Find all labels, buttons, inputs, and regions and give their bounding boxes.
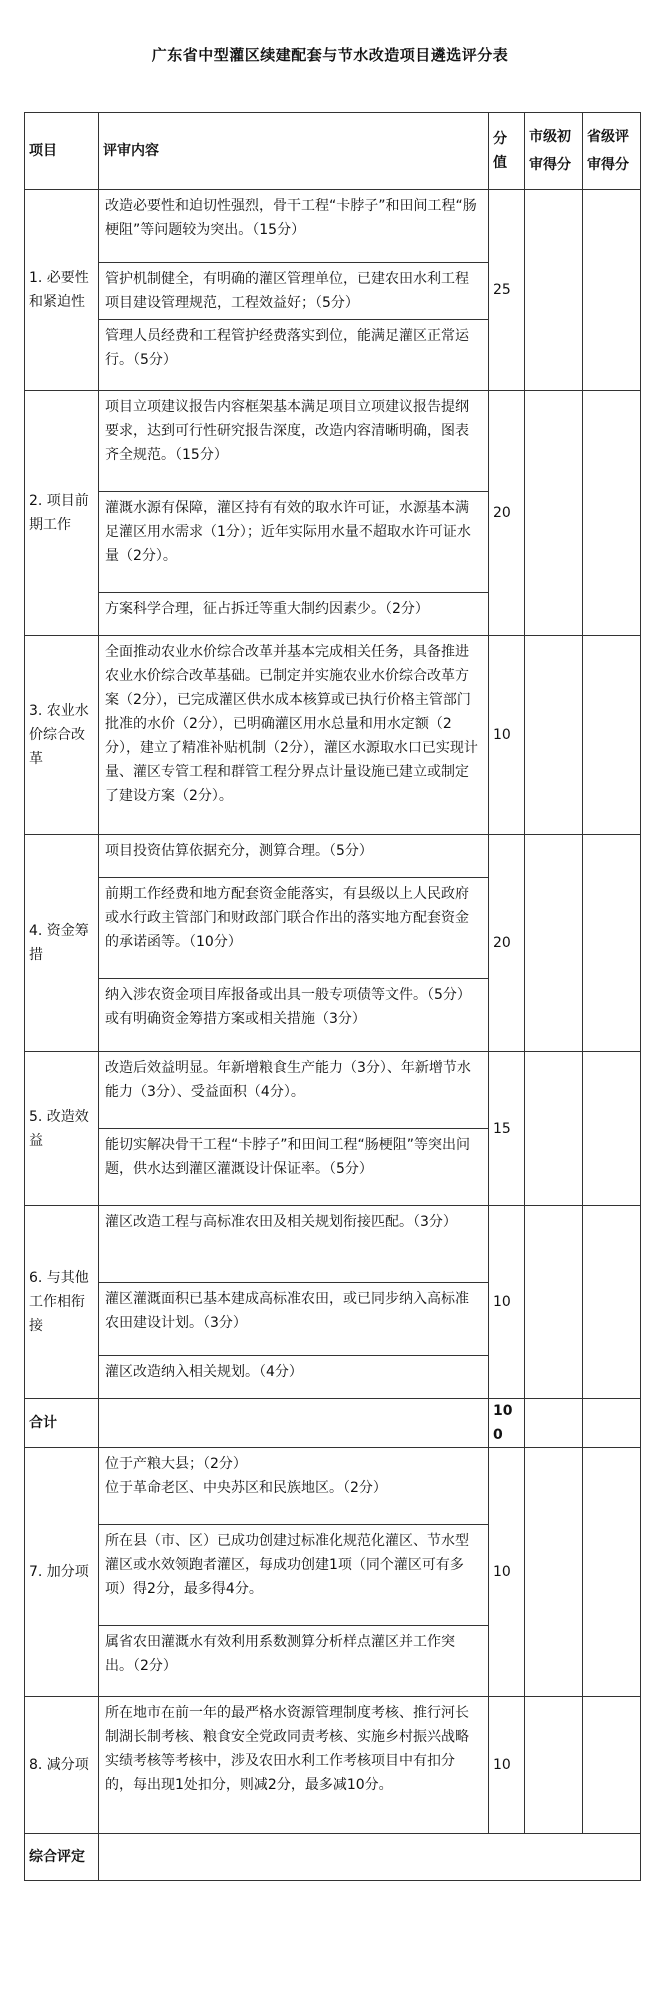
city-score-cell[interactable] [525, 636, 583, 835]
bonus-criterion-b: 位于革命老区、中央苏区和民族地区。（2分） [105, 1480, 387, 1496]
province-score-cell[interactable] [583, 636, 641, 835]
criterion-text: 纳入涉农资金项目库报备或出具一般专项债等文件。（5分）或有明确资金筹措方案或相关措施（3分） [99, 979, 489, 1052]
criterion-text: 灌区改造工程与高标准农田及相关规划衔接匹配。（3分） [99, 1206, 489, 1283]
page-title: 广东省中型灌区续建配套与节水改造项目遴选评分表 [151, 46, 509, 64]
province-score-cell[interactable] [583, 1399, 641, 1448]
province-score-cell[interactable] [583, 190, 641, 391]
final-label: 综合评定 [25, 1834, 99, 1881]
final-value-cell[interactable] [99, 1834, 641, 1881]
province-score-cell[interactable] [583, 1052, 641, 1206]
section-name: 4. 资金筹措 [25, 835, 99, 1052]
header-content: 评审内容 [99, 113, 489, 190]
section-name: 5. 改造效益 [25, 1052, 99, 1206]
section-name: 7. 加分项 [25, 1448, 99, 1697]
province-score-cell[interactable] [583, 835, 641, 1052]
section-score: 20 [489, 835, 525, 1052]
section-score: 25 [489, 190, 525, 391]
table-row [25, 835, 641, 878]
table-row [25, 636, 641, 835]
province-score-cell[interactable] [583, 1697, 641, 1834]
total-label: 合计 [25, 1399, 99, 1448]
city-score-cell[interactable] [525, 391, 583, 636]
section-score: 10 [489, 1697, 525, 1834]
city-score-cell[interactable] [525, 1448, 583, 1697]
section-score: 10 [489, 1206, 525, 1399]
table-row [25, 1697, 641, 1834]
section-score: 15 [489, 1052, 525, 1206]
city-score-cell[interactable] [525, 1399, 583, 1448]
section-score: 10 [489, 636, 525, 835]
criterion-text: 灌区灌溉面积已基本建成高标准农田，或已同步纳入高标准农田建设计划。（3分） [99, 1283, 489, 1356]
header-province-score: 省级评审得分 [583, 113, 641, 190]
table-row [25, 190, 641, 263]
header-row [25, 113, 641, 190]
criterion-text: 能切实解决骨干工程“卡脖子”和田间工程“肠梗阻”等突出问题，供水达到灌区灌溉设计保证率。（5分） [99, 1129, 489, 1206]
criterion-text: 全面推动农业水价综合改革并基本完成相关任务，具备推进农业水价综合改革基础。已制定并实施农业水价综合改革方案（2分），已完成灌区供水成本核算或已执行价格主管部门批准的水价（2分），已明确灌区用水总量和用水定额（2分），建立了精准补贴机制（2分），灌区水源取水口已实现计量、灌区专管工程和群管工程分界点计量设施已建立或制定了建设方案（2分）。 [99, 636, 489, 835]
header-score: 分值 [489, 113, 525, 190]
section-name: 2. 项目前期工作 [25, 391, 99, 636]
criterion-text: 项目投资估算依据充分，测算合理。（5分） [99, 835, 489, 878]
final-row [25, 1834, 641, 1881]
section-name: 8. 减分项 [25, 1697, 99, 1834]
criterion-text [99, 1448, 489, 1525]
city-score-cell[interactable] [525, 1697, 583, 1834]
criterion-text: 前期工作经费和地方配套资金能落实，有县级以上人民政府或水行政主管部门和财政部门联合作出的落实地方配套资金的承诺函等。（10分） [99, 878, 489, 979]
criterion-text: 改造必要性和迫切性强烈，骨干工程“卡脖子”和田间工程“肠梗阻”等问题较为突出。（15分） [99, 190, 489, 263]
section-score: 20 [489, 391, 525, 636]
table-row [25, 1052, 641, 1129]
header-city-score: 市级初审得分 [525, 113, 583, 190]
province-score-cell[interactable] [583, 1448, 641, 1697]
section-name: 6. 与其他工作相衔接 [25, 1206, 99, 1399]
city-score-cell[interactable] [525, 1206, 583, 1399]
province-score-cell[interactable] [583, 391, 641, 636]
section-name: 1. 必要性和紧迫性 [25, 190, 99, 391]
criterion-text: 灌溉水源有保障，灌区持有有效的取水许可证，水源基本满足灌区用水需求（1分）；近年实际用水量不超取水许可证水量（2分）。 [99, 492, 489, 593]
table-row [25, 1206, 641, 1283]
criterion-text: 管护机制健全，有明确的灌区管理单位，已建农田水利工程项目建设管理规范，工程效益好；（5分） [99, 263, 489, 320]
score-table [24, 112, 641, 1881]
criterion-text: 属省农田灌溉水有效利用系数测算分析样点灌区并工作突出。（2分） [99, 1626, 489, 1697]
city-score-cell[interactable] [525, 1052, 583, 1206]
total-row [25, 1399, 641, 1448]
total-empty [99, 1399, 489, 1448]
total-score: 100 [489, 1399, 525, 1448]
section-score: 10 [489, 1448, 525, 1697]
province-score-cell[interactable] [583, 1206, 641, 1399]
table-row [25, 1448, 641, 1525]
bonus-criterion-a: 位于产粮大县；（2分） [105, 1456, 247, 1472]
city-score-cell[interactable] [525, 190, 583, 391]
city-score-cell[interactable] [525, 835, 583, 1052]
criterion-text: 所在县（市、区）已成功创建过标准化规范化灌区、节水型灌区或水效领跑者灌区，每成功创建1项（同个灌区可有多项）得2分，最多得4分。 [99, 1525, 489, 1626]
table-row [25, 391, 641, 492]
criterion-text: 方案科学合理，征占拆迁等重大制约因素少。（2分） [99, 593, 489, 636]
criterion-text: 灌区改造纳入相关规划。（4分） [99, 1356, 489, 1399]
header-item: 项目 [25, 113, 99, 190]
criterion-text: 改造后效益明显。年新增粮食生产能力（3分）、年新增节水能力（3分）、受益面积（4分）。 [99, 1052, 489, 1129]
criterion-text: 所在地市在前一年的最严格水资源管理制度考核、推行河长制湖长制考核、粮食安全党政同责考核、实施乡村振兴战略实绩考核等考核中，涉及农田水利工作考核项目中有扣分的，每出现1处扣分，则减2分，最多减10分。 [99, 1697, 489, 1834]
section-name: 3. 农业水价综合改革 [25, 636, 99, 835]
criterion-text: 项目立项建议报告内容框架基本满足项目立项建议报告提纲要求，达到可行性研究报告深度，改造内容清晰明确，图表齐全规范。（15分） [99, 391, 489, 492]
criterion-text: 管理人员经费和工程管护经费落实到位，能满足灌区正常运行。（5分） [99, 320, 489, 391]
